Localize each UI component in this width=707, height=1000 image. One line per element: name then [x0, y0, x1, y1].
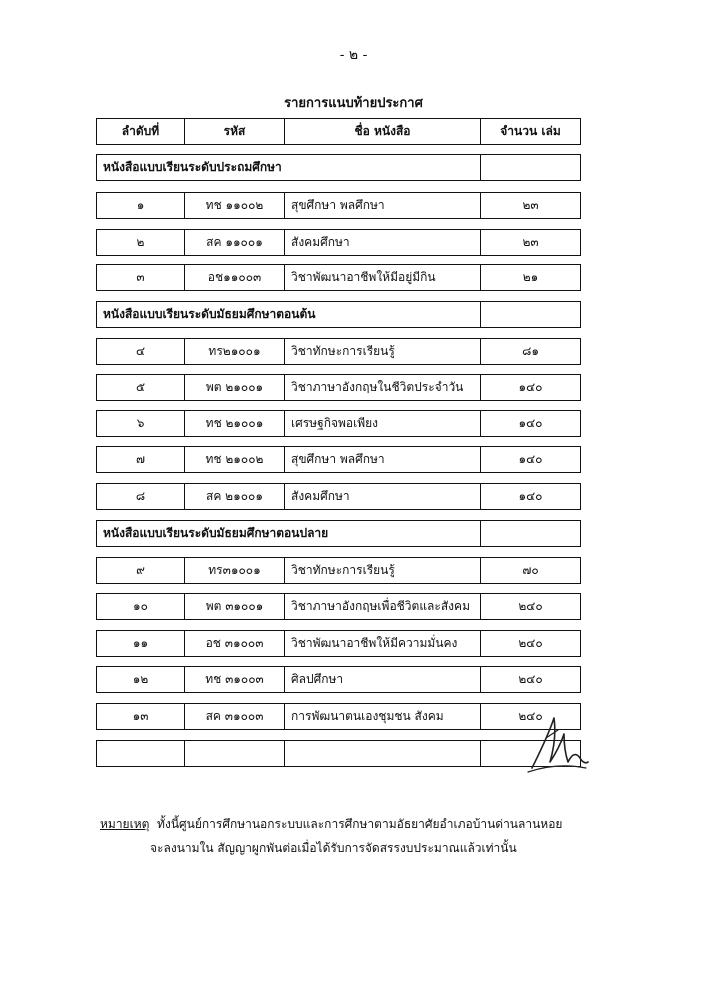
table-row: [96, 630, 581, 657]
remark-text-1: ทั้งนี้ศูนย์การศึกษานอกระบบและการศึกษาตามอัธยาศัยอำเภอบ้านด่านลานหอย: [157, 817, 563, 831]
row-book-name: สุขศึกษา พลศึกษา: [285, 193, 481, 218]
document-title: รายการแนบท้ายประกาศ: [284, 96, 423, 111]
table-row: [96, 374, 581, 401]
row-book-name: ศิลปศึกษา: [285, 667, 481, 692]
row-book-name: สุขศึกษา พลศึกษา: [285, 447, 481, 472]
row-book-name: วิชาภาษาอังกฤษเพื่อชีวิตและสังคม: [285, 594, 481, 619]
row-quantity: ๑๔๐: [518, 452, 543, 466]
header-no: ลำดับที่: [97, 119, 185, 144]
table-row: [96, 593, 581, 620]
row-book-name: สังคมศึกษา: [285, 484, 481, 509]
row-code: สค ๓๑๐๐๓: [185, 704, 285, 729]
row-quantity: ๑๔๐: [518, 380, 543, 394]
table-row: [96, 483, 581, 510]
empty-cell: [185, 741, 285, 766]
section-heading: [96, 154, 581, 181]
row-no: ๗: [97, 447, 185, 472]
row-quantity: ๒๔๐: [518, 599, 543, 613]
row-code: พต ๓๑๐๐๑: [185, 594, 285, 619]
row-no: ๓: [97, 265, 185, 290]
row-quantity: ๑๔๐: [518, 416, 543, 430]
row-no: ๖: [97, 411, 185, 436]
section-empty-cell: [481, 521, 580, 546]
row-code: สค ๒๑๐๐๑: [185, 484, 285, 509]
header-book-name: ชื่อ หนังสือ: [285, 119, 481, 144]
row-quantity: ๘๑: [522, 344, 539, 358]
header-quantity: จำนวน เล่ม: [500, 124, 561, 138]
row-quantity: ๑๔๐: [518, 489, 543, 503]
section-heading: [96, 301, 581, 328]
row-code: อช๑๑๐๐๓: [185, 265, 285, 290]
table-row: [96, 192, 581, 219]
row-code: ทช ๒๑๐๐๑: [185, 411, 285, 436]
empty-cell: [285, 741, 481, 766]
section-heading: [96, 520, 581, 547]
row-code: พต ๒๑๐๐๑: [185, 375, 285, 400]
row-book-name: สังคมศึกษา: [285, 230, 481, 255]
table-header: [96, 118, 581, 145]
row-code: ทร๒๑๐๐๑: [185, 339, 285, 364]
table-row: [96, 446, 581, 473]
row-code: สค ๑๑๐๐๑: [185, 230, 285, 255]
row-code: ทช ๓๑๐๐๓: [185, 667, 285, 692]
row-book-name: เศรษฐกิจพอเพียง: [285, 411, 481, 436]
row-no: ๔: [97, 339, 185, 364]
table-row: [96, 264, 581, 291]
table-row: [96, 229, 581, 256]
row-book-name: วิชาทักษะการเรียนรู้: [285, 339, 481, 364]
row-quantity: ๒๔๐: [518, 709, 543, 723]
table-row: [96, 666, 581, 693]
remark: [100, 812, 620, 860]
table-row: [96, 703, 581, 730]
row-no: ๑๑: [97, 631, 185, 656]
page-number: - ๒ -: [339, 47, 368, 63]
table-row: [96, 338, 581, 365]
row-quantity: ๗๐: [522, 563, 539, 577]
section-empty-cell: [481, 155, 580, 180]
row-code: ทร๓๑๐๐๑: [185, 558, 285, 583]
section-title: หนังสือแบบเรียนระดับประถมศึกษา: [97, 155, 481, 180]
row-no: ๘: [97, 484, 185, 509]
empty-cell: [97, 741, 185, 766]
signature-icon: [520, 708, 590, 778]
remark-line-1: [100, 812, 620, 836]
row-quantity: ๒๑: [522, 270, 539, 284]
row-no: ๑: [97, 193, 185, 218]
row-book-name: วิชาทักษะการเรียนรู้: [285, 558, 481, 583]
row-no: ๙: [97, 558, 185, 583]
header-code: รหัส: [185, 119, 285, 144]
row-quantity: ๒๔๐: [518, 636, 543, 650]
row-book-name: วิชาพัฒนาอาชีพให้มีความมั่นคง: [285, 631, 481, 656]
row-no: ๑๓: [97, 704, 185, 729]
row-book-name: วิชาภาษาอังกฤษในชีวิตประจำวัน: [285, 375, 481, 400]
section-title: หนังสือแบบเรียนระดับมัธยมศึกษาตอนปลาย: [97, 521, 481, 546]
row-no: ๑๐: [97, 594, 185, 619]
row-code: อช ๓๑๐๐๓: [185, 631, 285, 656]
row-no: ๑๒: [97, 667, 185, 692]
row-quantity: ๒๓: [522, 198, 539, 212]
row-no: ๕: [97, 375, 185, 400]
empty-table-row: [96, 740, 581, 767]
remark-label: หมายเหตุ: [100, 817, 150, 831]
row-book-name: การพัฒนาตนเองชุมชน สังคม: [285, 704, 481, 729]
row-no: ๒: [97, 230, 185, 255]
table-row: [96, 410, 581, 437]
section-title: หนังสือแบบเรียนระดับมัธยมศึกษาตอนต้น: [97, 302, 481, 327]
remark-text-2: จะลงนามใน สัญญาผูกพันต่อเมื่อได้รับการจัดสรรงบประมาณแล้วเท่านั้น: [150, 841, 517, 855]
row-code: ทช ๑๑๐๐๒: [185, 193, 285, 218]
row-code: ทช ๒๑๐๐๒: [185, 447, 285, 472]
row-book-name: วิชาพัฒนาอาชีพให้มีอยู่มีกิน: [285, 265, 481, 290]
section-empty-cell: [481, 302, 580, 327]
row-quantity: ๒๔๐: [518, 672, 543, 686]
row-quantity: ๒๓: [522, 235, 539, 249]
table-row: [96, 557, 581, 584]
